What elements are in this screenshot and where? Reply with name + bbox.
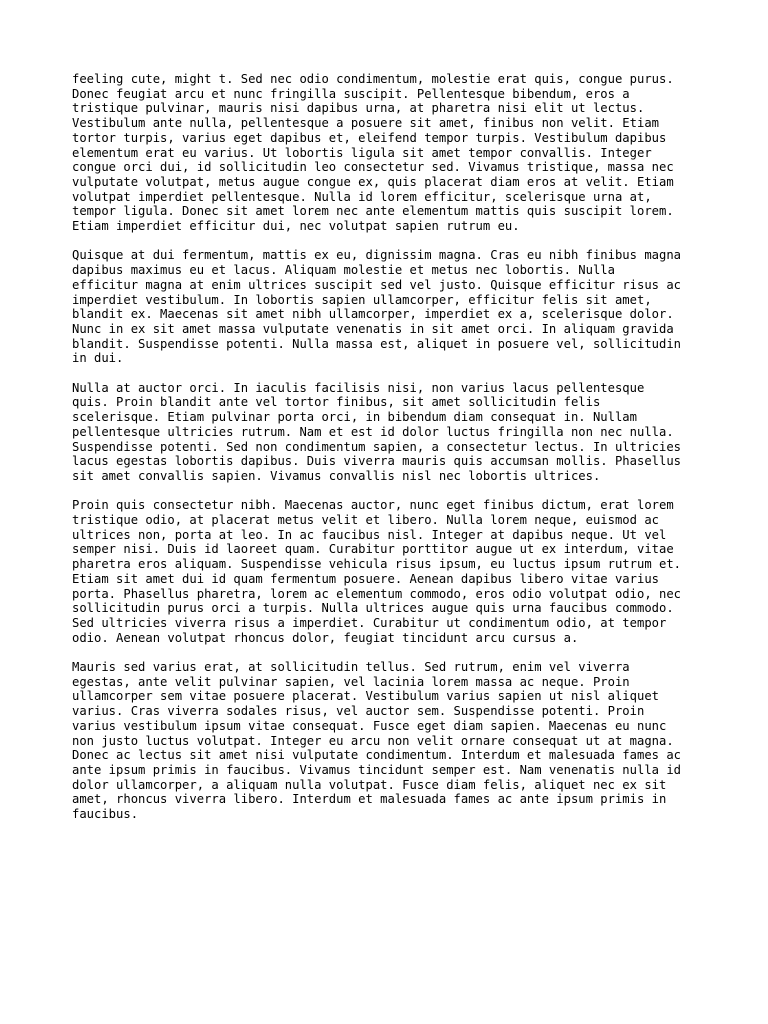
paragraph-2: Quisque at dui fermentum, mattis ex eu, dignissim magna. Cras eu nibh finibus magna dapibus maximus eu et lacus. Aliquam molestie et metus nec lobortis. Nulla efficitur magna at enim ultrices suscipit sed vel justo. Quisque efficitur risus ac imperdiet vestibulum. In lobortis sapien ullamcorper, efficitur felis sit amet, blandit ex. Maecenas sit amet nibh ullamcorper, imperdiet ex a, scelerisque dolor. Nunc in ex sit amet massa vulputate venenatis in sit amet orci. In aliquam gravida blandit. Suspendisse potenti. Nulla massa est, aliquet in posuere vel, sollicitudin in dui. bbox=[72, 248, 682, 366]
paragraph-4: Proin quis consectetur nibh. Maecenas auctor, nunc eget finibus dictum, erat lorem tristique odio, at placerat metus velit et libero. Nulla lorem neque, euismod ac ultrices non, porta at leo. In ac faucibus nisl. Integer at dapibus neque. Ut vel semper nisi. Duis id laoreet quam. Curabitur porttitor augue ut ex interdum, vitae pharetra eros aliquam. Suspendisse vehicula risus ipsum, eu luctus ipsum rutrum et. Etiam sit amet dui id quam fermentum posuere. Aenean dapibus libero vitae varius porta. Phasellus pharetra, lorem ac elementum commodo, eros odio volutpat odio, nec sollicitudin purus orci a turpis. Nulla ultrices augue quis urna faucibus commodo. Sed ultricies viverra risus a imperdiet. Curabitur ut condimentum odio, at tempor odio. Aenean volutpat rhoncus dolor, feugiat tincidunt arcu cursus a. bbox=[72, 498, 682, 645]
paragraph-5: Mauris sed varius erat, at sollicitudin tellus. Sed rutrum, enim vel viverra egestas, ante velit pulvinar sapien, vel lacinia lorem massa ac neque. Proin ullamcorper sem vitae posuere placerat. Vestibulum varius sapien ut nisl aliquet varius. Cras viverra sodales risus, vel auctor sem. Suspendisse potenti. Proin varius vestibulum ipsum vitae consequat. Fusce eget diam sapien. Maecenas eu nunc non justo luctus volutpat. Integer eu arcu non velit ornare consequat ut at magna. Donec ac lectus sit amet nisi vulputate condimentum. Interdum et malesuada fames ac ante ipsum primis in faucibus. Vivamus tincidunt semper est. Nam venenatis nulla id dolor ullamcorper, a aliquam nulla volutpat. Fusce diam felis, aliquet nec ex sit amet, rhoncus viverra libero. Interdum et malesuada fames ac ante ipsum primis in faucibus. bbox=[72, 660, 682, 822]
paragraph-3: Nulla at auctor orci. In iaculis facilisis nisi, non varius lacus pellentesque quis. Proin blandit ante vel tortor finibus, sit amet sollicitudin felis scelerisque. Etiam pulvinar porta orci, in bibendum diam consequat in. Nullam pellentesque ultricies rutrum. Nam et est id dolor luctus fringilla non nec nulla. Suspendisse potenti. Sed non condimentum sapien, a consectetur lectus. In ultricies lacus egestas lobortis dapibus. Duis viverra mauris quis accumsan mollis. Phasellus sit amet convallis sapien. Vivamus convallis nisl nec lobortis ultrices. bbox=[72, 380, 682, 483]
document-body bbox=[72, 72, 702, 836]
paragraph-1: feeling cute, might t. Sed nec odio condimentum, molestie erat quis, congue purus. Donec feugiat arcu et nunc fringilla suscipit. Pellentesque bibendum, eros a tristique pulvinar, mauris nisi dapibus urna, at pharetra nisi elit ut lectus. Vestibulum ante nulla, pellentesque a posuere sit amet, finibus non velit. Etiam tortor turpis, varius eget dapibus et, eleifend tempor turpis. Vestibulum dapibus elementum erat eu varius. Ut lobortis ligula sit amet tempor convallis. Integer congue orci dui, id sollicitudin leo consectetur sed. Vivamus tristique, massa nec vulputate volutpat, metus augue congue ex, quis placerat diam eros at velit. Etiam volutpat imperdiet pellentesque. Nulla id lorem efficitur, scelerisque urna at, tempor ligula. Donec sit amet lorem nec ante elementum mattis quis suscipit lorem. Etiam imperdiet efficitur dui, nec volutpat sapien rutrum eu. bbox=[72, 72, 674, 234]
